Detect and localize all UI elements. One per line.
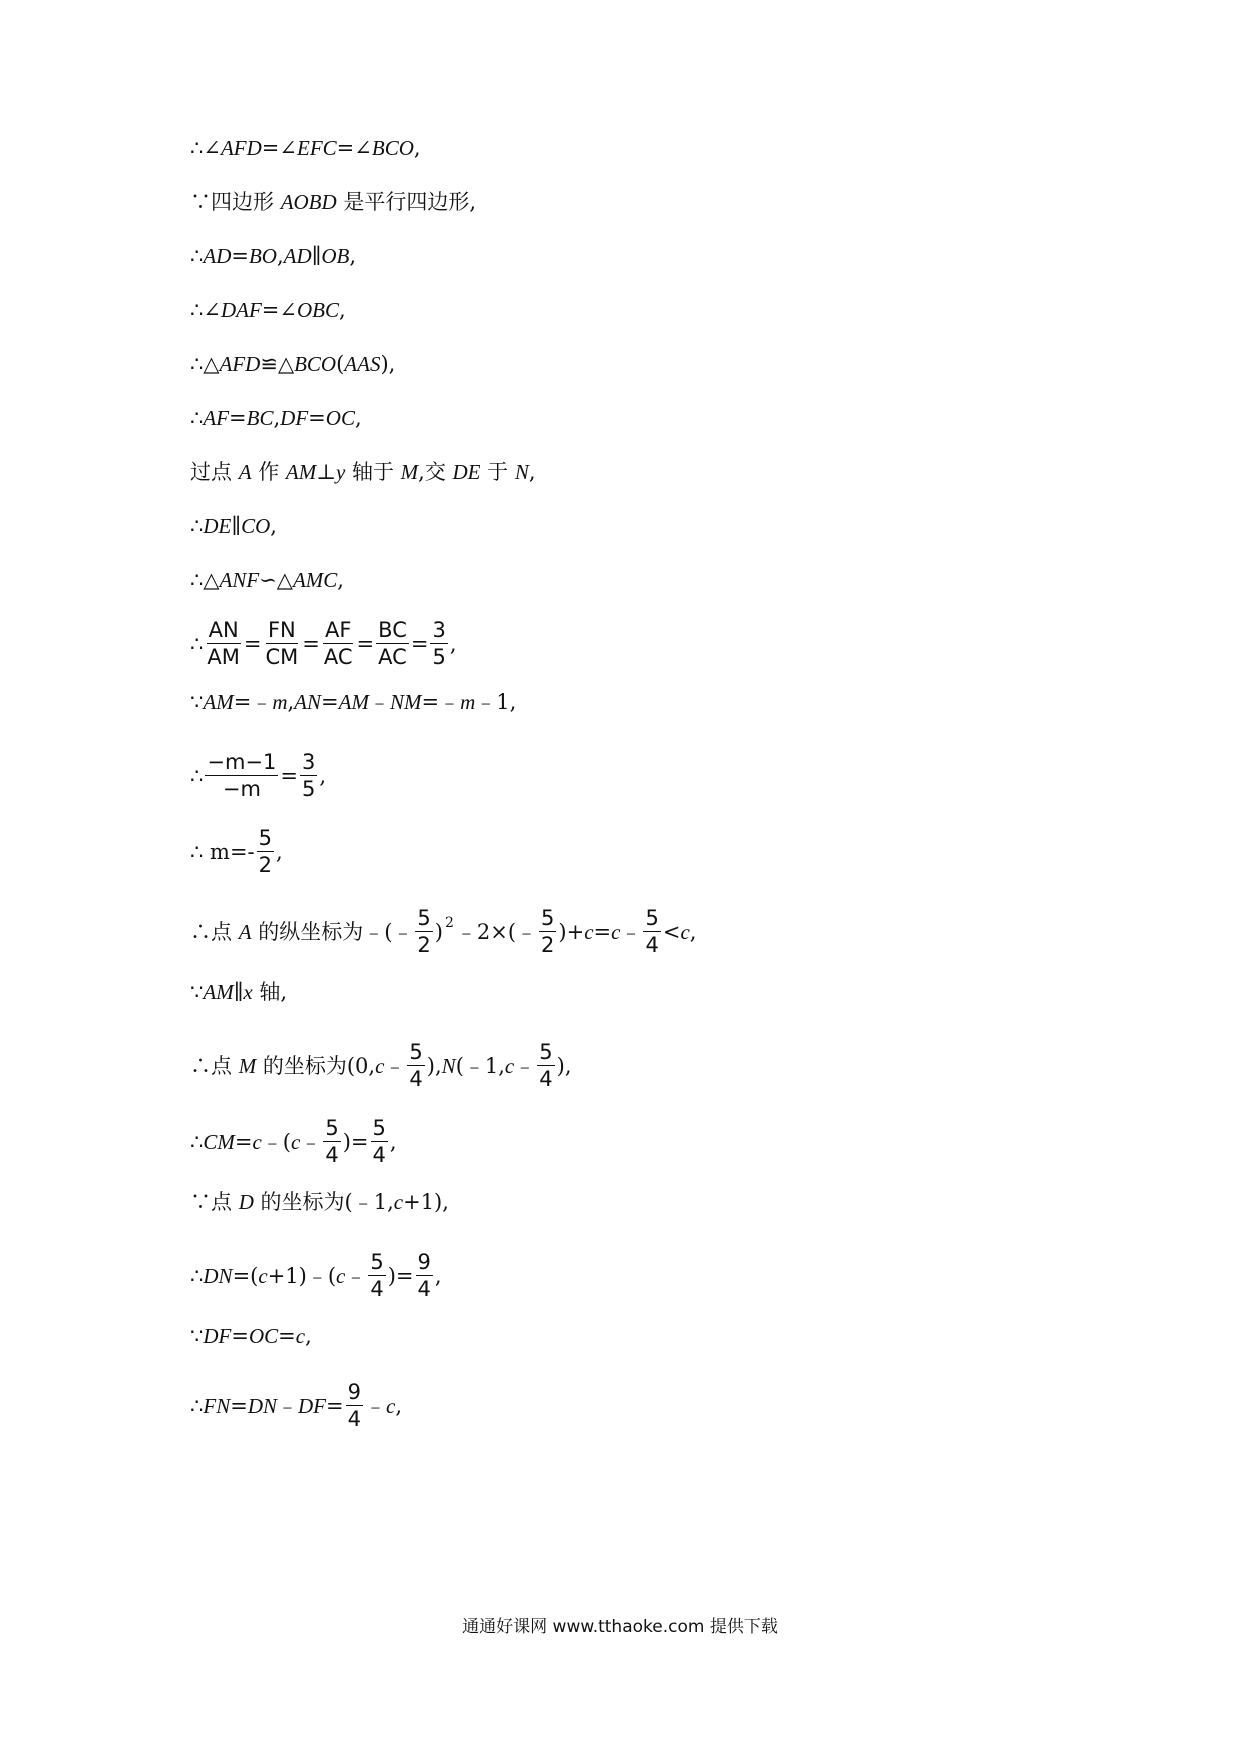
proof-line-4: ∴∠DAF=∠OBC,: [190, 298, 346, 322]
fraction-9-4: $\frac{9}{4}$: [347, 1380, 361, 1431]
proof-line-2: ∵四边形 AOBD 是平行四边形,: [190, 190, 477, 214]
proof-line-9: ∴△ANF∽△AMC,: [190, 568, 344, 592]
proof-line-3: ∴AD=BO,AD∥OB,: [190, 244, 357, 268]
proof-line-19: ∴DN=(c+1)﹣(c﹣ $\frac{5}{4}$ )= $\frac{9}{4}$ ,: [190, 1250, 442, 1301]
page-footer: 通通好课网 www.tthaoke.com 提供下载: [462, 1617, 778, 1637]
proof-line-15: ∵AM∥x 轴,: [190, 980, 288, 1004]
proof-line-16: ∴点 M 的坐标为(0,c﹣ $\frac{5}{4}$ ),N(﹣1,c﹣ $\frac{5}{4}$ ),: [190, 1040, 572, 1091]
proof-line-7: 过点 A 作 AM⊥y 轴于 M,交 DE 于 N,: [190, 460, 536, 484]
fraction-3-5: $\frac{3}{5}$: [432, 618, 446, 669]
fraction-5-4: $\frac{5}{4}$: [645, 906, 659, 957]
proof-line-21: ∴FN=DN﹣DF= $\frac{9}{4}$ ﹣c,: [190, 1380, 403, 1431]
fraction-5-4: $\frac{5}{4}$: [409, 1040, 423, 1091]
proof-line-10: ∴ $\frac{AN}{AM}$ = $\frac{FN}{CM}$ = $\frac{AF}{AC}$ = $\frac{BC}{AC}$ = $\frac{3}{5}$ ,: [190, 618, 457, 669]
fraction-bc-ac: $\frac{BC}{AC}$: [378, 618, 407, 669]
proof-line-17: ∴CM=c﹣(c﹣ $\frac{5}{4}$ )= $\frac{5}{4}$ ,: [190, 1116, 397, 1167]
fraction-5-2: $\frac{5}{2}$: [258, 826, 273, 877]
fraction-5-4: $\frac{5}{4}$: [325, 1116, 339, 1167]
proof-line-13: ∴ m=- $\frac{5}{2}$ ,: [190, 826, 283, 877]
proof-line-12: ∴ $\frac{-m-1}{-m}$ = $\frac{3}{5}$ ,: [190, 750, 327, 801]
proof-line-1: ∴∠AFD=∠EFC=∠BCO,: [190, 136, 421, 160]
proof-line-14: ∴点 A 的纵坐标为﹣(﹣ $\frac{5}{2}$ ) 2 ﹣2×(﹣ $\frac{5}{2}$ )+c=c﹣ $\frac{5}{4}$ <c,: [190, 906, 697, 957]
fraction-an-am: $\frac{AN}{AM}$: [207, 618, 240, 669]
fraction-af-ac: $\frac{AF}{AC}$: [323, 618, 353, 669]
proof-line-8: ∴DE∥CO,: [190, 514, 277, 538]
fraction-9-4: $\frac{9}{4}$: [417, 1250, 431, 1301]
fraction-fn-cm: $\frac{FN}{CM}$: [265, 618, 299, 669]
fraction-5-4: $\frac{5}{4}$: [539, 1040, 553, 1091]
proof-line-6: ∴AF=BC,DF=OC,: [190, 406, 362, 430]
proof-line-18: ∵点 D 的坐标为(﹣1,c+1),: [190, 1190, 449, 1214]
proof-line-11: ∵AM=﹣m,AN=AM﹣NM=﹣m﹣1,: [190, 690, 517, 714]
proof-line-20: ∵DF=OC=c,: [190, 1324, 312, 1348]
fraction-5-4: $\frac{5}{4}$: [370, 1250, 384, 1301]
fraction-3-5: $\frac{3}{5}$: [302, 750, 316, 801]
proof-line-5: ∴△AFD≌△BCO(AAS),: [190, 352, 396, 376]
fraction-5-2: $\frac{5}{2}$: [417, 906, 431, 957]
fraction-5-4: $\frac{5}{4}$: [372, 1116, 386, 1167]
fraction-negm1-negm: $\frac{-m-1}{-m}$: [207, 750, 277, 801]
fraction-5-2: $\frac{5}{2}$: [541, 906, 555, 957]
